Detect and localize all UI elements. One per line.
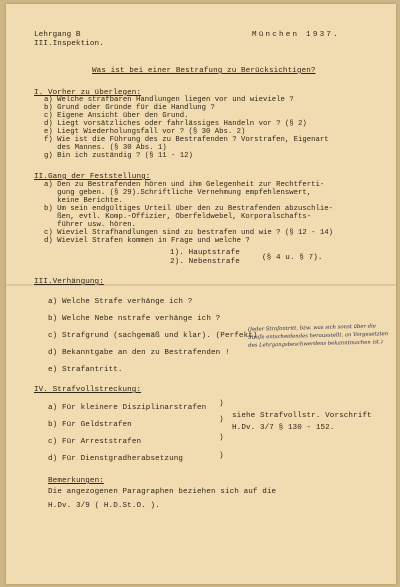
section-1-item-e: e) Liegt Wiederholungsfall vor ? (§ 30 Abs. 2) [44,128,246,136]
header-inspection: III.Inspektion. [34,40,104,48]
section-1-item-f-cont: des Mannes. (§ 30 Abs. 1) [44,144,167,152]
section-4-reference-2: H.Dv. 3/7 § 130 - 152. [232,424,335,432]
section-2-main-penalty: 1). Hauptstrafe [170,249,240,257]
section-2-reference: (§ 4 u. § 7). [262,254,323,262]
brace-mark: ) [219,416,224,424]
remarks-heading: Bemerkungen: [48,477,104,485]
section-3-item-b: b) Welche Nebe nstrafe verhänge ich ? [48,315,221,323]
brace-mark: ) [219,434,224,442]
header-place-date: München 1937. [252,31,340,39]
section-1-item-a: a) Welche strafbaren Handlungen liegen vor und wieviele ? [44,96,294,104]
section-1-item-f: f) Wie ist die Führung des zu Bestrafenden ? Vorstrafen, Eigenart [44,136,329,144]
handwritten-note: (Jeder Strafantritt, bzw. was sich sonst über die Strafe entscheidendes herausstellt, an Vorgesetzten des Lehrgangsbeschwerdens bekanntmachen ist.) [247,323,389,349]
section-1-item-c: c) Eigene Ansicht über den Grund. [44,112,189,120]
brace-mark: ) [219,452,224,460]
section-2-secondary-penalty: 2). Nebenstrafe [170,258,240,266]
section-3-item-a: a) Welche Strafe verhänge ich ? [48,298,193,306]
section-2-item-c: c) Wieviel Strafhandlungen sind zu bestrafen und wie ? (§ 12 - 14) [44,229,334,237]
section-2-item-d: d) Wieviel Strafen kommen in Frage und welche ? [44,237,250,245]
section-1-item-g: g) Bin ich zuständig ? (§ 11 - 12) [44,152,193,160]
header-course: Lehrgang B [34,31,81,39]
section-4-item-d: d) Für Dienstgradherabsetzung [48,455,184,463]
section-4-item-c: c) Für Arreststrafen [48,438,142,446]
remarks-line-2: H.Dv. 3/9 ( H.D.St.O. ). [48,502,160,510]
section-2-item-a-cont1: gung geben. (§ 29).Schriftliche Vernehmung empfehlenswert, [44,189,312,197]
section-3-heading: III.Verhängung: [34,278,104,286]
section-1-item-b: b) Grund oder Gründe für die Handlung ? [44,104,215,112]
section-1-item-d: d) Liegt vorsätzliches oder fahrlässiges Handeln vor ? (§ 2) [44,120,307,128]
section-1-heading: I. Vorher zu überlegen: [34,89,142,97]
section-2-item-b-cont2: führer usw. hören. [44,221,136,229]
page-title: Was ist bei einer Bestrafung zu Berücksichtigen? [92,67,316,75]
section-3-item-e: e) Strafantritt. [48,366,123,374]
section-4-item-b: b) Für Geldstrafen [48,421,132,429]
section-3-item-d: d) Bekanntgabe an den zu Bestrafenden ! [48,349,230,357]
section-2-item-b-cont1: ßen, evtl. Komp.-Offizier, Oberfeldwebel, Korporalschafts- [44,213,312,221]
section-2-item-a-cont2: keine Berichte. [44,197,123,205]
remarks-line-1: Die angezogenen Paragraphen beziehen sich auf die [48,488,277,496]
brace-mark: ) [219,400,224,408]
section-2-item-b: b) Um sein endgültiges Urteil über den zu Bestrafenden abzuschlie- [44,205,334,213]
section-3-item-c: c) Strafgrund (sachgemäß und klar). (Perfekt) [48,332,258,340]
section-4-reference-1: siehe Strafvollstr. Vorschrift [232,412,372,420]
section-2-item-a: a) Den zu Bestrafenden hören und ihm Gelegenheit zur Rechtferti- [44,181,325,189]
section-4-item-a: a) Für kleinere Disziplinarstrafen [48,404,207,412]
section-2-heading: II.Gang der Feststellung: [34,173,151,181]
section-4-heading: IV. Strafvollstreckung: [34,386,142,394]
